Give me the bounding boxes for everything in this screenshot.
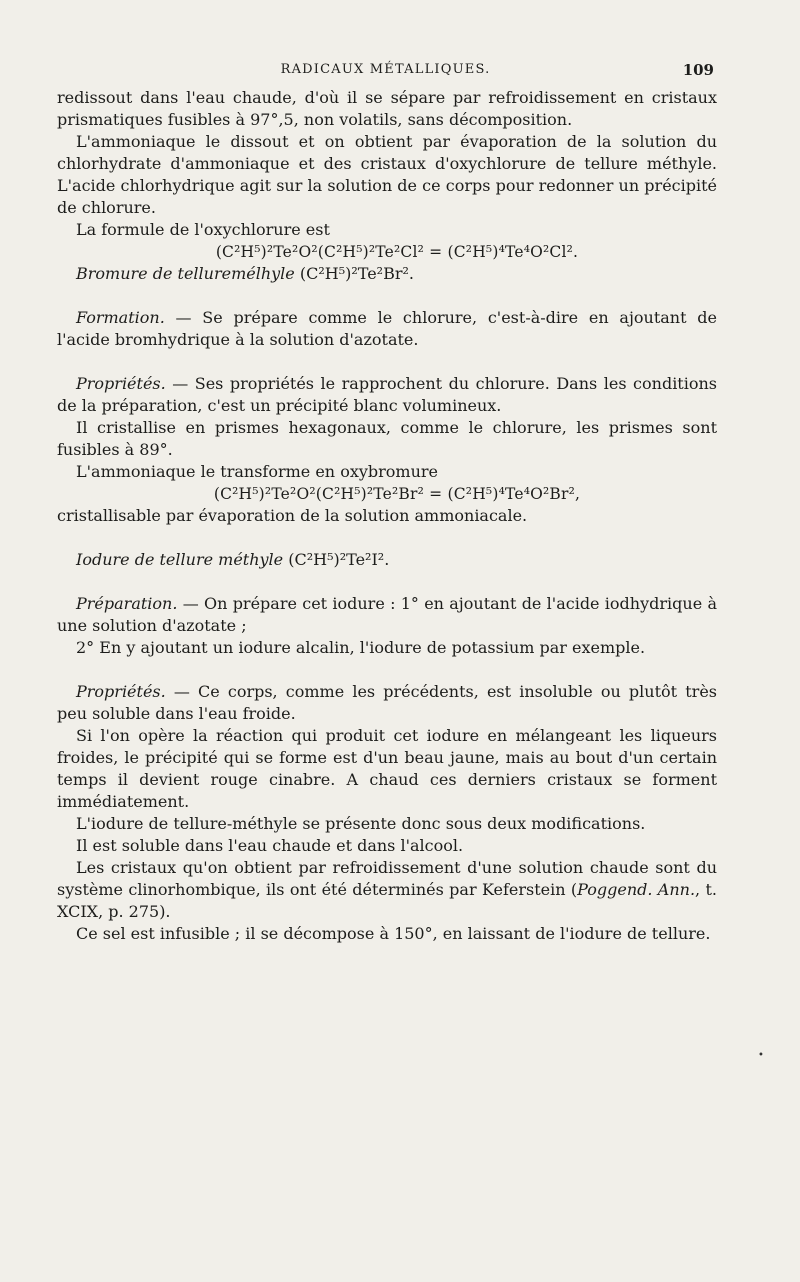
paragraph-8: Si l'on opère la réaction qui produit cet iodure en mélangeant les liqueurs froides, le précipité qui se forme est d'un beau jaune, mais au bout d'un certain temps il devient rouge cinabre. A chaud ces derniers cristaux se forment immédiatement. [57, 726, 717, 811]
paragraph-4: Il cristallise en prismes hexagonaux, comme le chlorure, les prismes sont fusibles à 89°. [57, 418, 717, 459]
proprietes-iodure-label: Propriétés. [76, 682, 166, 701]
paragraph-proprietes-iodure [57, 681, 717, 725]
paragraph-preparation [57, 593, 717, 637]
paragraph-formation [57, 307, 717, 351]
paragraph-1: redissout dans l'eau chaude, d'où il se sépare par refroidissement en cristaux prismatiques fusibles à 97°,5, non volatils, sans décomposition. [57, 88, 717, 129]
paragraph-6: cristallisable par évaporation de la solution ammoniacale. [57, 506, 528, 525]
body-text [57, 87, 717, 945]
formation-text: — Se prépare comme le chlorure, c'est-à-dire en ajoutant de l'acide bromhydrique à la solution d'azotate. [57, 308, 717, 349]
paragraph-5: L'ammoniaque le transforme en oxybromure [76, 462, 439, 481]
page-number: 109 [682, 61, 714, 79]
formula-oxychlorure: (C²H⁵)²Te²O²(C²H⁵)²Te²Cl² = (C²H⁵)⁴Te⁴O²Cl². [215, 243, 579, 261]
formula-oxybromure: (C²H⁵)²Te²O²(C²H⁵)²Te²Br² = (C²H⁵)⁴Te⁴O²Br², [213, 485, 581, 503]
section-heading-iodure [57, 549, 717, 571]
section-heading-bromure [57, 263, 717, 285]
preparation-text: — On prépare cet iodure : 1° en ajoutant de l'acide iodhydrique à une solution d'azotate ; [57, 594, 717, 635]
proprietes-iodure-text: — Ce corps, comme les précédents, est insoluble ou plutôt très peu soluble dans l'eau froide. [57, 682, 717, 723]
bromure-formula: (C²H⁵)²Te²Br². [299, 264, 414, 283]
paragraph-2: L'ammoniaque le dissout et on obtient par évaporation de la solution du chlorhydrate d'ammoniaque et des cristaux d'oxychlorure de tellure méthyle. L'acide chlorhydrique agit sur la solution de ce corps pour redonner un précipité de chlorure. [57, 132, 717, 217]
margin-dot: • [758, 1050, 764, 1061]
preparation-label: Préparation. [76, 594, 178, 613]
proprietes-label: Propriétés. [76, 374, 166, 393]
paragraph-10: Il est soluble dans l'eau chaude et dans l'alcool. [76, 836, 464, 855]
paragraph-11-text-a: Les cristaux qu'on obtient par refroidissement d'une solution chaude sont du système clinorhombique, ils ont été déterminés par Keferstein ( [57, 858, 717, 899]
paragraph-11-text-b: , t. XCIX, p. 275). [57, 880, 717, 921]
iodure-formula: (C²H⁵)²Te²I². [288, 550, 390, 569]
citation-reference: Poggend. Ann. [577, 880, 696, 899]
iodure-title: Iodure de tellure méthyle [76, 550, 284, 569]
bromure-title: Bromure de telluremélhyle [76, 264, 295, 283]
running-head-title: RADICAUX MÉTALLIQUES. [280, 62, 491, 77]
running-head [57, 62, 714, 84]
paragraph-11 [57, 857, 717, 923]
paragraph-9: L'iodure de tellure-méthyle se présente donc sous deux modifications. [76, 814, 646, 833]
paragraph-3: La formule de l'oxychlorure est [76, 220, 330, 239]
proprietes-text: — Ses propriétés le rapprochent du chlorure. Dans les conditions de la préparation, c'est un précipité blanc volumineux. [57, 374, 717, 415]
paragraph-7: 2° En y ajoutant un iodure alcalin, l'iodure de potassium par exemple. [76, 638, 646, 657]
paragraph-12: Ce sel est infusible ; il se décompose à 150°, en laissant de l'iodure de tellure. [76, 924, 711, 943]
formation-label: Formation. [76, 308, 165, 327]
paragraph-proprietes-bromure [57, 373, 717, 417]
